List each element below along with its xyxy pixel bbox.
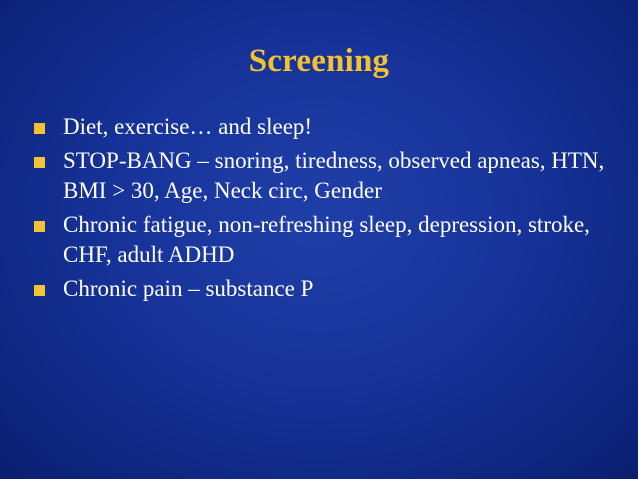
bullet-text: STOP-BANG – snoring, tiredness, observed apneas, HTN, BMI > 30, Age, Neck circ, Gender — [63, 147, 605, 203]
bullet-item-diet — [30, 112, 620, 143]
bullet-text: Diet, exercise… and sleep! — [63, 114, 313, 139]
bullet-text: Chronic pain – substance P — [63, 275, 314, 301]
square-bullet-icon — [34, 157, 45, 168]
bullet-text: Chronic fatigue, non-refreshing sleep, depression, stroke, CHF, adult ADHD — [63, 211, 590, 267]
bullet-item-stop-bang — [30, 146, 620, 207]
bullet-item-chronic-pain — [30, 274, 620, 305]
square-bullet-icon — [34, 123, 45, 134]
bullet-item-chronic-fatigue — [30, 210, 620, 271]
slide-title: Screening — [248, 43, 390, 79]
square-bullet-icon — [34, 285, 45, 296]
bullet-list — [30, 112, 620, 307]
square-bullet-icon — [34, 221, 45, 232]
